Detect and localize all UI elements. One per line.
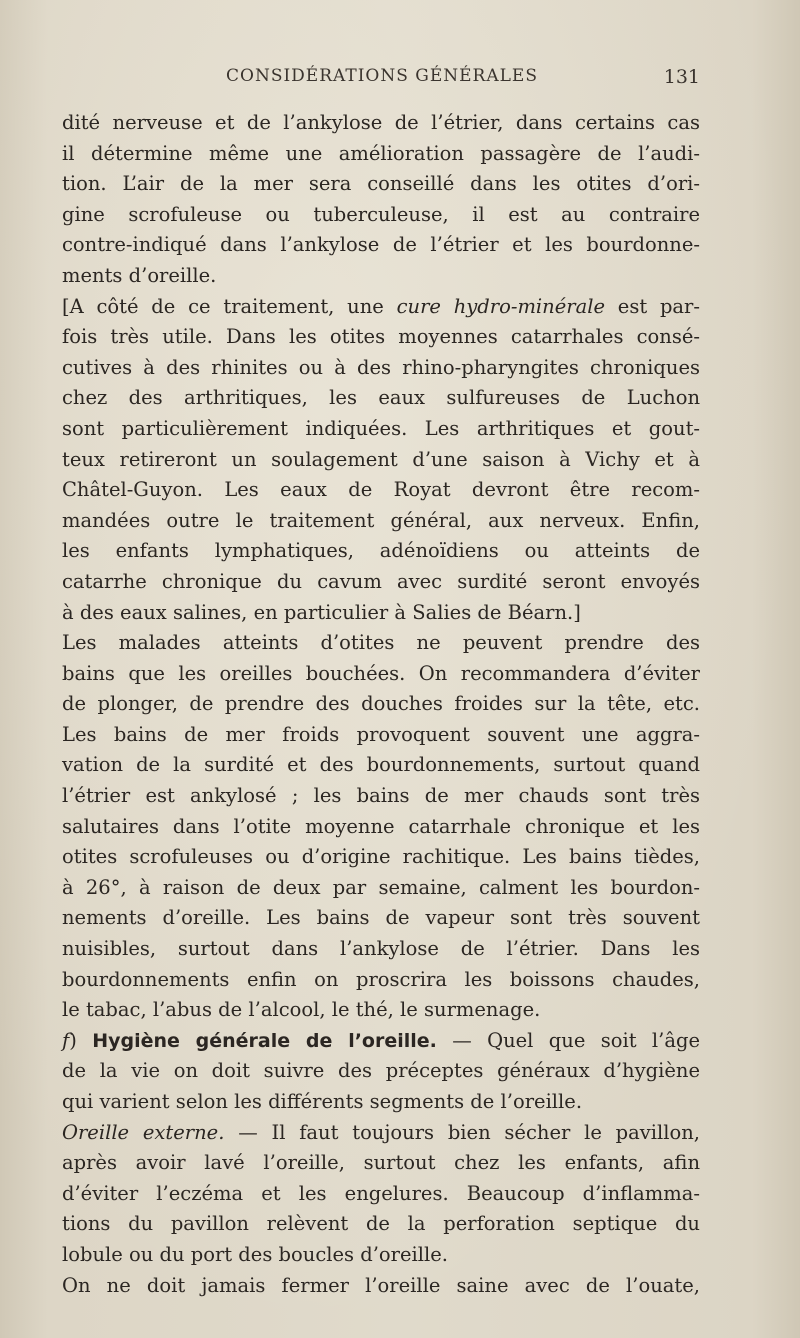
- line-text: après avoir lavé l’oreille, surtout chez les enfants, afin: [62, 1151, 700, 1175]
- line-text: contre-indiqué dans l’ankylose de l’étrier et les bourdonne-: [62, 233, 700, 257]
- text-line: [62, 139, 700, 170]
- text-line: [62, 567, 700, 598]
- text-line: [62, 1240, 700, 1271]
- line-text: l’étrier est ankylosé ; les bains de mer chauds sont très: [62, 784, 700, 808]
- line-text: nuisibles, surtout dans l’ankylose de l’étrier. Dans les: [62, 937, 700, 961]
- text-line: [62, 414, 700, 445]
- line-text: fois très utile. Dans les otites moyennes catarrhales consé-: [62, 325, 700, 349]
- line-text: gine scrofuleuse ou tuberculeuse, il est au contraire: [62, 202, 700, 226]
- text-line: [62, 353, 700, 384]
- line-text: salutaires dans l’otite moyenne catarrhale chronique et les: [62, 814, 700, 838]
- text-line: [62, 200, 700, 231]
- line-text-prefix: ): [69, 1028, 93, 1052]
- line-text: bourdonnements enfin on proscrira les boissons chaudes,: [62, 967, 700, 991]
- text-line: [62, 322, 700, 353]
- page-header: [62, 66, 700, 94]
- line-text: de la vie on doit suivre des préceptes généraux d’hygiène: [62, 1059, 700, 1083]
- line-text: Châtel-Guyon. Les eaux de Royat devront être recom-: [62, 478, 700, 502]
- text-line: [62, 965, 700, 996]
- text-line: [62, 1087, 700, 1118]
- text-line: [62, 1209, 700, 1240]
- text-line: [62, 1148, 700, 1179]
- text-line: [62, 1179, 700, 1210]
- text-line: [62, 1271, 700, 1302]
- line-text: d’éviter l’eczéma et les engelures. Beaucoup d’inflamma-: [62, 1181, 700, 1205]
- text-line: [62, 1026, 700, 1057]
- line-text: On ne doit jamais fermer l’oreille saine avec de l’ouate,: [62, 1273, 700, 1297]
- line-text-suffix: est par-: [605, 294, 700, 318]
- line-text-suffix: — Il faut toujours bien sécher le pavillon,: [224, 1120, 700, 1144]
- line-text: ments d’oreille.: [62, 263, 217, 287]
- text-line: [62, 506, 700, 537]
- text-line: [62, 628, 700, 659]
- text-line: [62, 720, 700, 751]
- text-line: [62, 812, 700, 843]
- line-text: bains que les oreilles bouchées. On recommandera d’éviter: [62, 661, 700, 685]
- text-line: [62, 1056, 700, 1087]
- text-line: [62, 292, 700, 323]
- line-text: il détermine même une amélioration passagère de l’audi-: [62, 141, 700, 165]
- text-line: [62, 169, 700, 200]
- text-line: [62, 842, 700, 873]
- line-text: sont particulièrement indiquées. Les arthritiques et gout-: [62, 416, 700, 440]
- line-text: le tabac, l’abus de l’alcool, le thé, le surmenage.: [62, 998, 541, 1022]
- line-text: à 26°, à raison de deux par semaine, calment les bourdon-: [62, 875, 700, 899]
- text-line: [62, 598, 700, 629]
- line-text-suffix: — Quel que soit l’âge: [436, 1028, 700, 1052]
- text-line: [62, 445, 700, 476]
- line-text: nements d’oreille. Les bains de vapeur sont très souvent: [62, 906, 700, 930]
- line-text: de plonger, de prendre des douches froides sur la tête, etc.: [62, 692, 700, 716]
- italic-term: cure hydro-minérale: [396, 294, 605, 318]
- text-line: [62, 903, 700, 934]
- line-text: les enfants lymphatiques, adénoïdiens ou atteints de: [62, 539, 700, 563]
- line-text: tions du pavillon relèvent de la perforation septique du: [62, 1212, 700, 1236]
- text-line: [62, 934, 700, 965]
- section-heading: Hygiène générale de l’oreille.: [92, 1029, 437, 1052]
- text-line: [62, 230, 700, 261]
- text-line: [62, 750, 700, 781]
- line-text: à des eaux salines, en particulier à Salies de Béarn.]: [62, 600, 581, 624]
- text-line: [62, 689, 700, 720]
- line-text: qui varient selon les différents segments de l’oreille.: [62, 1090, 583, 1113]
- text-line: [62, 383, 700, 414]
- page-number: 131: [663, 66, 700, 88]
- line-text: dité nerveuse et de l’ankylose de l’étrier, dans certains cas: [62, 111, 700, 134]
- text-line: [62, 873, 700, 904]
- text-line: [62, 475, 700, 506]
- section-letter: f: [62, 1028, 70, 1052]
- line-text: mandées outre le traitement général, aux nerveux. Enfin,: [62, 508, 700, 532]
- line-text: chez des arthritiques, les eaux sulfureuses de Luchon: [62, 386, 700, 410]
- body-text: [62, 108, 700, 1301]
- line-text: Les malades atteints d’otites ne peuvent prendre des: [62, 631, 700, 655]
- text-line: [62, 659, 700, 690]
- italic-term: Oreille externe.: [62, 1120, 225, 1144]
- line-text: otites scrofuleuses ou d’origine rachitique. Les bains tièdes,: [62, 845, 700, 869]
- line-text: Les bains de mer froids provoquent souvent une aggra-: [62, 722, 700, 746]
- text-line: [62, 781, 700, 812]
- line-text: tion. L’air de la mer sera conseillé dans les otites d’ori-: [62, 172, 700, 196]
- line-text: teux retireront un soulagement d’une saison à Vichy et à: [62, 447, 700, 471]
- text-line: [62, 261, 700, 292]
- line-text: catarrhe chronique du cavum avec surdité seront envoyés: [62, 569, 700, 593]
- text-line: [62, 995, 700, 1026]
- line-text: cutives à des rhinites ou à des rhino-pharyngites chroniques: [62, 355, 700, 379]
- running-title: CONSIDÉRATIONS GÉNÉRALES: [226, 66, 538, 86]
- line-text: vation de la surdité et des bourdonnements, surtout quand: [62, 753, 700, 777]
- line-text-prefix: [A côté de ce traitement, une: [62, 294, 397, 318]
- line-text: lobule ou du port des boucles d’oreille.: [62, 1242, 448, 1266]
- text-line: [62, 1118, 700, 1149]
- text-line: [62, 108, 700, 139]
- text-line: [62, 536, 700, 567]
